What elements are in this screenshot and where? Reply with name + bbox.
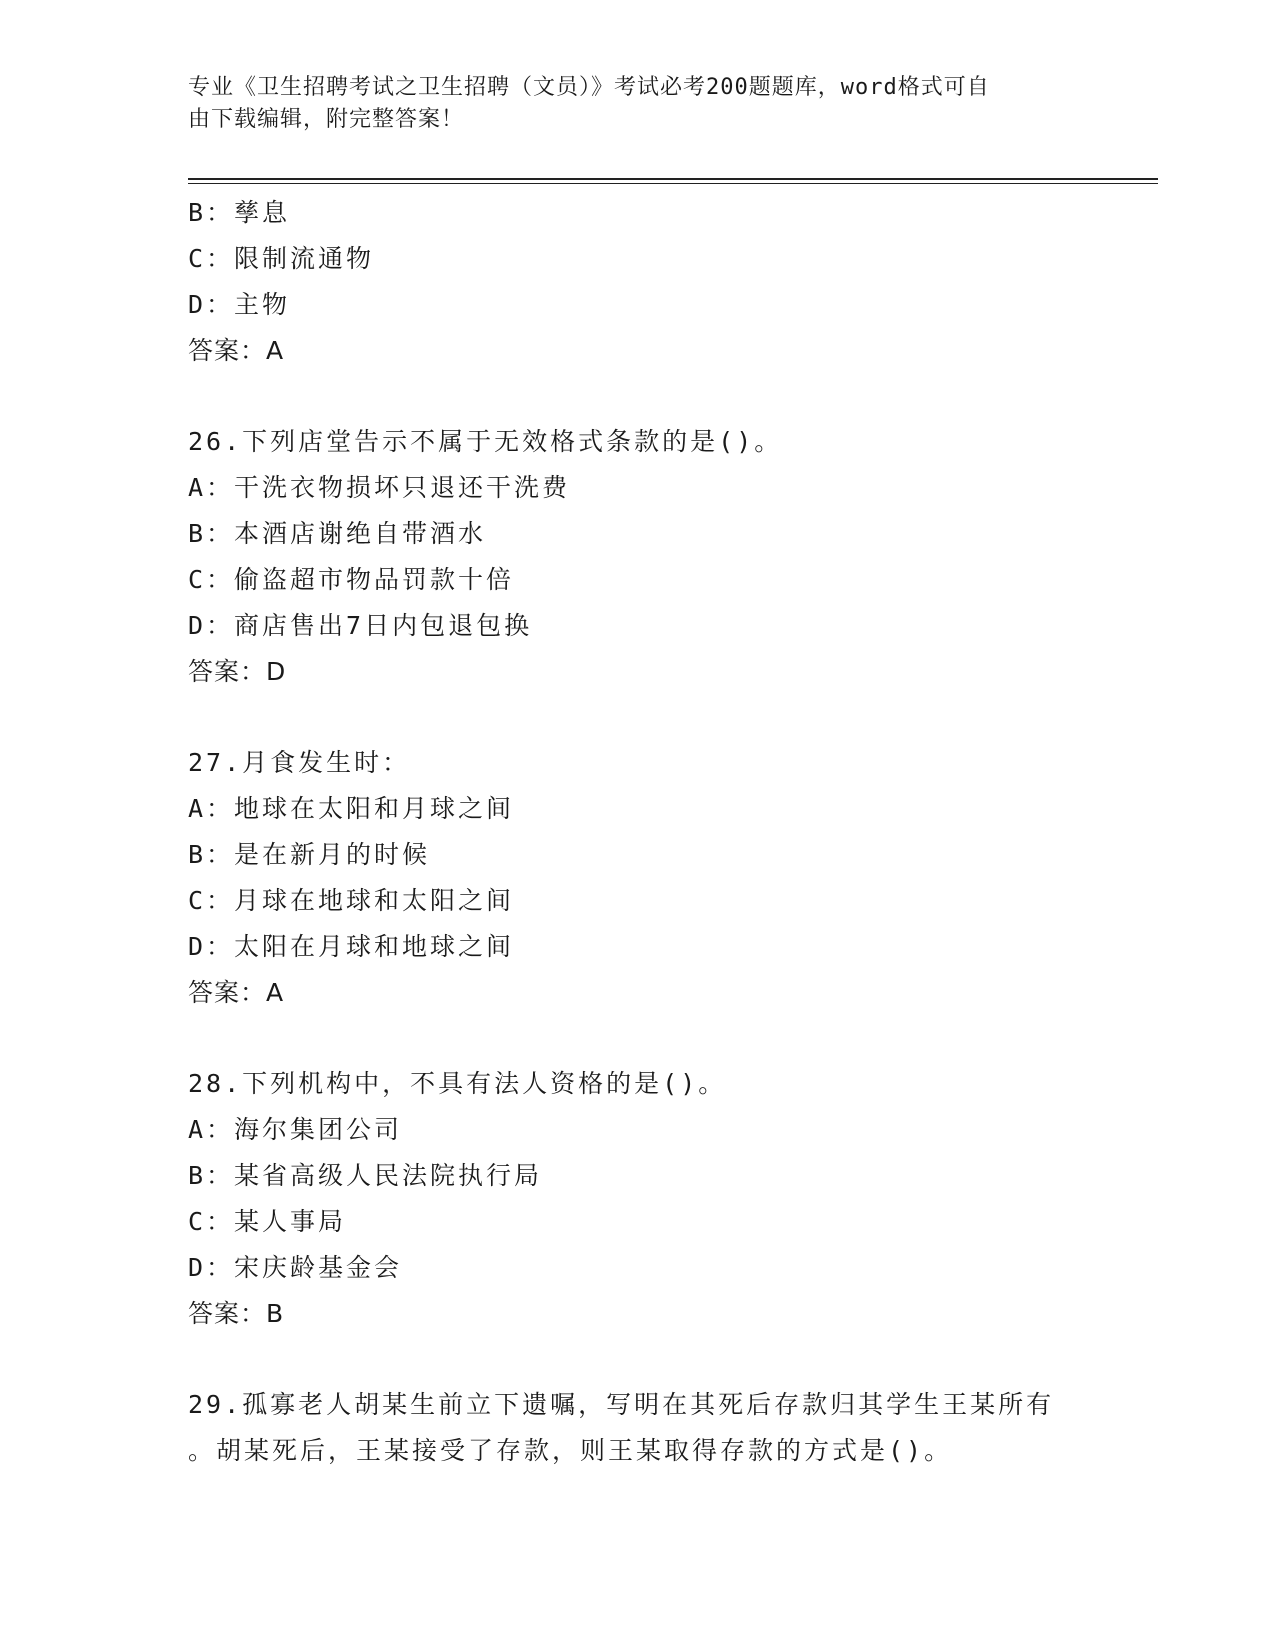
option-b: B：某省高级人民法院执行局 xyxy=(188,1161,543,1190)
header-divider-thick xyxy=(188,178,1158,180)
question-stem-line-1: 29.孤寡老人胡某生前立下遗嘱，写明在其死后存款归其学生王某所有 xyxy=(188,1390,1055,1419)
header-divider-thin xyxy=(188,183,1158,184)
question-stem: 28.下列机构中，不具有法人资格的是()。 xyxy=(188,1069,727,1098)
question-stem: 26.下列店堂告示不属于无效格式条款的是()。 xyxy=(188,427,783,456)
question-block-27 xyxy=(188,740,1088,1016)
option-d: D：主物 xyxy=(188,290,291,319)
option-c: C：限制流通物 xyxy=(188,244,375,273)
question-block-28 xyxy=(188,1061,1088,1337)
question-block-26 xyxy=(188,419,1088,695)
answer-line: 答案：A xyxy=(188,336,285,365)
option-d: D：太阳在月球和地球之间 xyxy=(188,932,515,961)
answer-line: 答案：D xyxy=(188,657,287,686)
header-line-1: 专业《卫生招聘考试之卫生招聘（文员）》考试必考200题题库，word格式可自 xyxy=(188,75,990,100)
spacer xyxy=(188,374,1088,419)
question-block-29 xyxy=(188,1382,1088,1474)
question-block-25 xyxy=(188,190,1088,374)
question-stem-line-2: 。胡某死后，王某接受了存款，则王某取得存款的方式是()。 xyxy=(188,1436,953,1465)
option-c: C：偷盗超市物品罚款十倍 xyxy=(188,565,515,594)
spacer xyxy=(188,695,1088,740)
answer-line: 答案：A xyxy=(188,978,285,1007)
question-list xyxy=(188,190,1088,1474)
option-a: A：干洗衣物损坏只退还干洗费 xyxy=(188,473,571,502)
question-stem: 27.月食发生时： xyxy=(188,748,411,777)
option-c: C：某人事局 xyxy=(188,1207,347,1236)
option-c: C：月球在地球和太阳之间 xyxy=(188,886,515,915)
option-a: A：海尔集团公司 xyxy=(188,1115,403,1144)
option-b: B：本酒店谢绝自带酒水 xyxy=(188,519,487,548)
option-d: D：宋庆龄基金会 xyxy=(188,1253,403,1282)
header-line-2: 由下载编辑，附完整答案！ xyxy=(188,107,465,132)
option-b: B：是在新月的时候 xyxy=(188,840,431,869)
option-d: D：商店售出7日内包退包换 xyxy=(188,611,533,640)
answer-line: 答案：B xyxy=(188,1299,285,1328)
spacer xyxy=(188,1016,1088,1061)
spacer xyxy=(188,1337,1088,1382)
document-header xyxy=(188,72,1088,136)
option-a: A：地球在太阳和月球之间 xyxy=(188,794,515,823)
option-b: B：孳息 xyxy=(188,198,291,227)
